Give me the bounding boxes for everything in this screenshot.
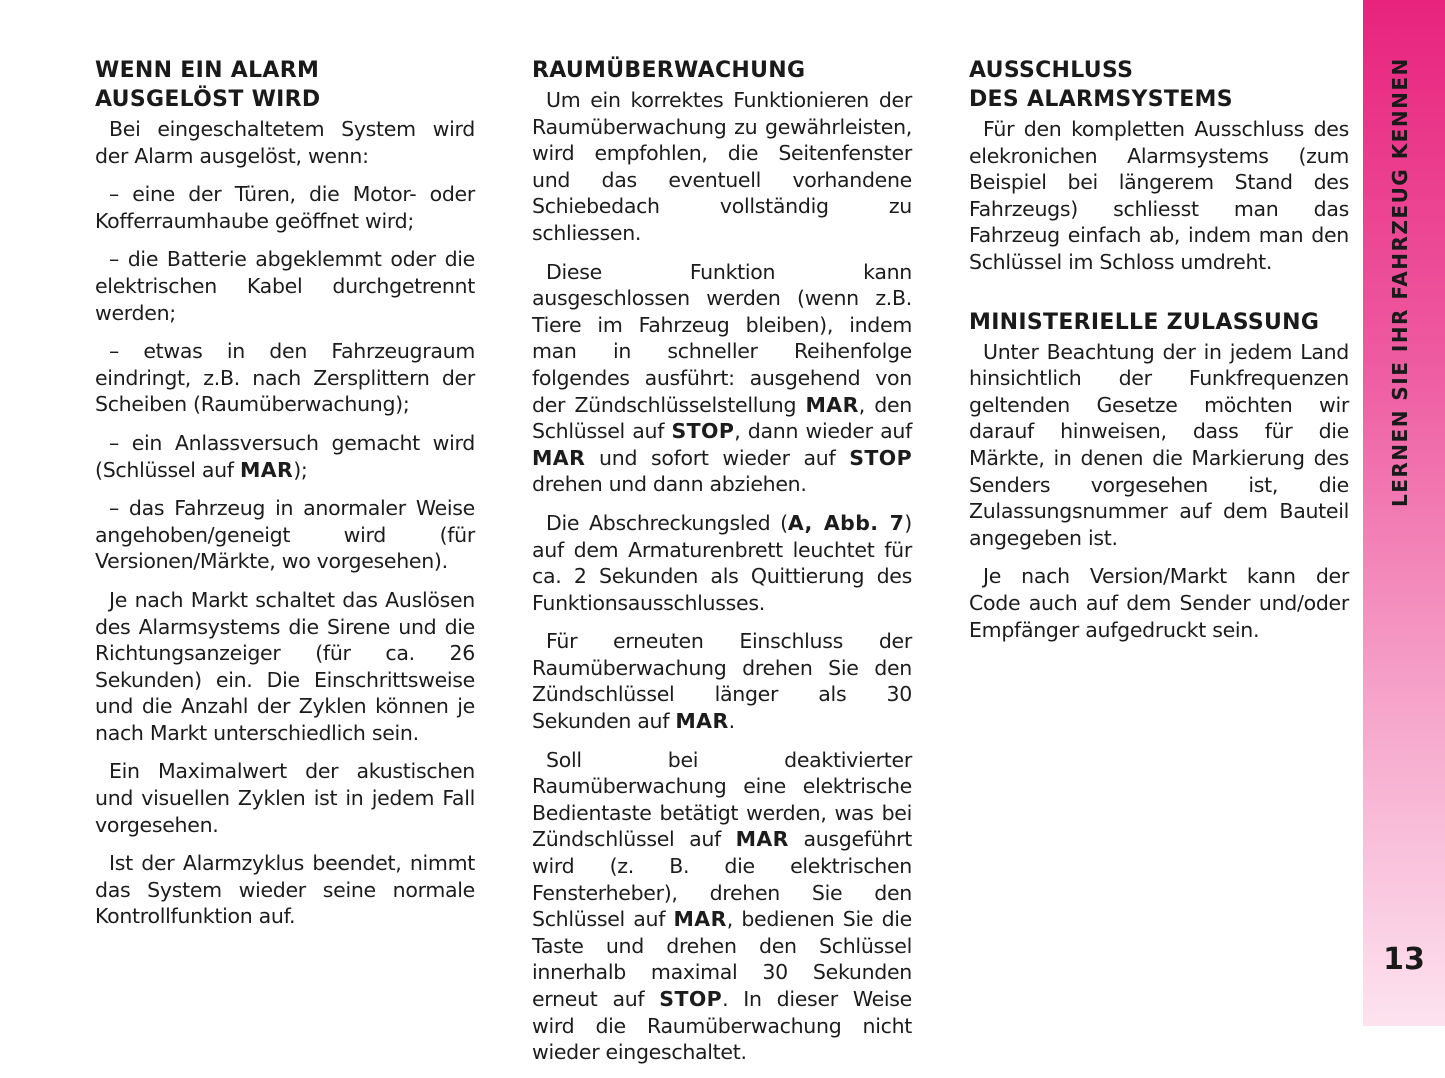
heading-line: AUSSCHLUSS	[969, 58, 1134, 83]
heading-line: DES ALARMSYSTEMS	[969, 87, 1233, 112]
text: – ein Anlassversuch gemacht wird (Schlüssel auf	[95, 430, 475, 482]
key-position-mar: MAR	[805, 392, 859, 417]
text: , dann wieder auf	[734, 419, 912, 444]
heading-alarm-exclusion	[969, 56, 1349, 114]
paragraph	[532, 510, 912, 616]
paragraph: Ein Maximalwert der akustischen und visuellen Zyklen ist in jedem Fall vorgesehen.	[95, 759, 475, 837]
paragraph: Für den kompletten Ausschluss des elekronichen Alarmsystems (zum Beispiel bei längerem Stand des Fahrzeugs) schliesst man das Fahrzeug einfach ab, indem man den Schlüssel im Schloss umdreht.	[969, 117, 1349, 274]
figure-reference: A, Abb. 7	[787, 510, 905, 535]
text: .	[728, 709, 735, 734]
heading-ministerial-approval: MINISTERIELLE ZULASSUNG	[969, 309, 1320, 335]
heading-interior-monitoring: RAUMÜBERWACHUNG	[532, 58, 806, 83]
paragraph	[532, 259, 912, 498]
text: . In dieser Weise wird die Raumüberwachung nicht wieder eingeschaltet.	[532, 987, 912, 1065]
key-position-stop: STOP	[671, 419, 735, 444]
paragraph	[532, 747, 912, 1066]
text: und sofort wieder auf	[585, 445, 850, 470]
text: drehen und dann abziehen.	[532, 472, 807, 497]
list-item: – eine der Türen, die Motor- oder Kofferraumhaube geöffnet wird;	[95, 182, 475, 233]
text: Die Abschreckungsled (	[546, 510, 788, 535]
key-position-mar: MAR	[239, 457, 294, 482]
page-number: 13	[1383, 942, 1425, 977]
text: , bedienen Sie die Taste und drehen den Schlüssel innerhalb maximal 30 Sekunden erneut auf	[532, 907, 912, 1011]
text: Für erneuten Einschluss der Raumüberwachung drehen Sie den Zündschlüssel länger als 30 Sekunden auf	[532, 629, 912, 734]
list-item: – die Batterie abgeklemmt oder die elektrischen Kabel durchgetrennt werden;	[95, 247, 475, 325]
column-alarm-triggered	[95, 56, 475, 942]
key-position-mar: MAR	[675, 709, 729, 734]
list-item: – das Fahrzeug in anormaler Weise angehoben/geneigt wird (für Versionen/Märkte, wo vorgesehen).	[95, 496, 475, 574]
text: );	[293, 457, 308, 482]
key-position-stop: STOP	[659, 987, 723, 1011]
key-position-mar: MAR	[532, 445, 586, 470]
paragraph: Je nach Version/Markt kann der Code auch auf dem Sender und/oder Empfänger aufgedruckt sein.	[969, 564, 1349, 642]
paragraph: Um ein korrektes Funktionieren der Raumüberwachung zu gewährleisten, wird empfohlen, die Seitenfenster und das eventuell vorhandene Schiebedach vollständig zu schliessen.	[532, 88, 912, 245]
paragraph: Bei eingeschaltetem System wird der Alarm ausgelöst, wenn:	[95, 117, 475, 168]
column-interior-monitoring	[532, 56, 912, 1078]
list-item: – etwas in den Fahrzeugraum eindringt, z.B. nach Zersplittern der Scheiben (Raumüberwachung);	[95, 339, 475, 417]
key-position-mar: MAR	[673, 907, 727, 932]
heading-alarm-triggered: WENN EIN ALARM AUSGELÖST WIRD	[95, 58, 321, 112]
paragraph: Ist der Alarmzyklus beendet, nimmt das System wieder seine normale Kontrollfunktion auf.	[95, 851, 475, 929]
key-position-mar: MAR	[735, 827, 789, 852]
text: ausgeführt wird (z. B. die elektrischen Fensterheber), drehen Sie den Schlüssel auf	[532, 827, 913, 932]
paragraph: Je nach Markt schaltet das Auslösen des Alarmsystems die Sirene und die Richtungsanzeiger (für ca. 26 Sekunden) ein. Die Einschrittsweise und die Anzahl der Zyklen können je nach Markt unterschiedlich sein.	[95, 587, 475, 745]
chapter-title: LERNEN SIE IHR FAHRZEUG KENNEN	[1388, 57, 1412, 507]
list-item	[95, 430, 475, 483]
text: , den Schlüssel auf	[532, 392, 912, 444]
paragraph	[532, 628, 912, 734]
key-position-stop: STOP	[849, 445, 912, 470]
text: Soll bei deaktivierter Raumüberwachung eine elektrische Bedientaste betätigt werden, was bei Zündschlüssel auf	[532, 747, 912, 852]
paragraph: Unter Beachtung der in jedem Land hinsichtlich der Funkfrequenzen geltenden Gesetze möchten wir darauf hinweisen, dass für die Märkte, in denen die Markierung des Senders vorgesehen ist, die Zulassungsnummer auf dem Bauteil angegeben ist.	[969, 339, 1349, 550]
column-alarm-exclusion	[969, 56, 1349, 655]
text: ) auf dem Armaturenbrett leuchtet für ca. 2 Sekunden als Quittierung des Funktionsausschlusses.	[532, 510, 912, 615]
text: Diese Funktion kann ausgeschlossen werden (wenn z.B. Tiere im Fahrzeug bleiben), indem man in schneller Reihenfolge folgendes ausführt: ausgehend von der Zündschlüsselstellung	[532, 259, 912, 417]
